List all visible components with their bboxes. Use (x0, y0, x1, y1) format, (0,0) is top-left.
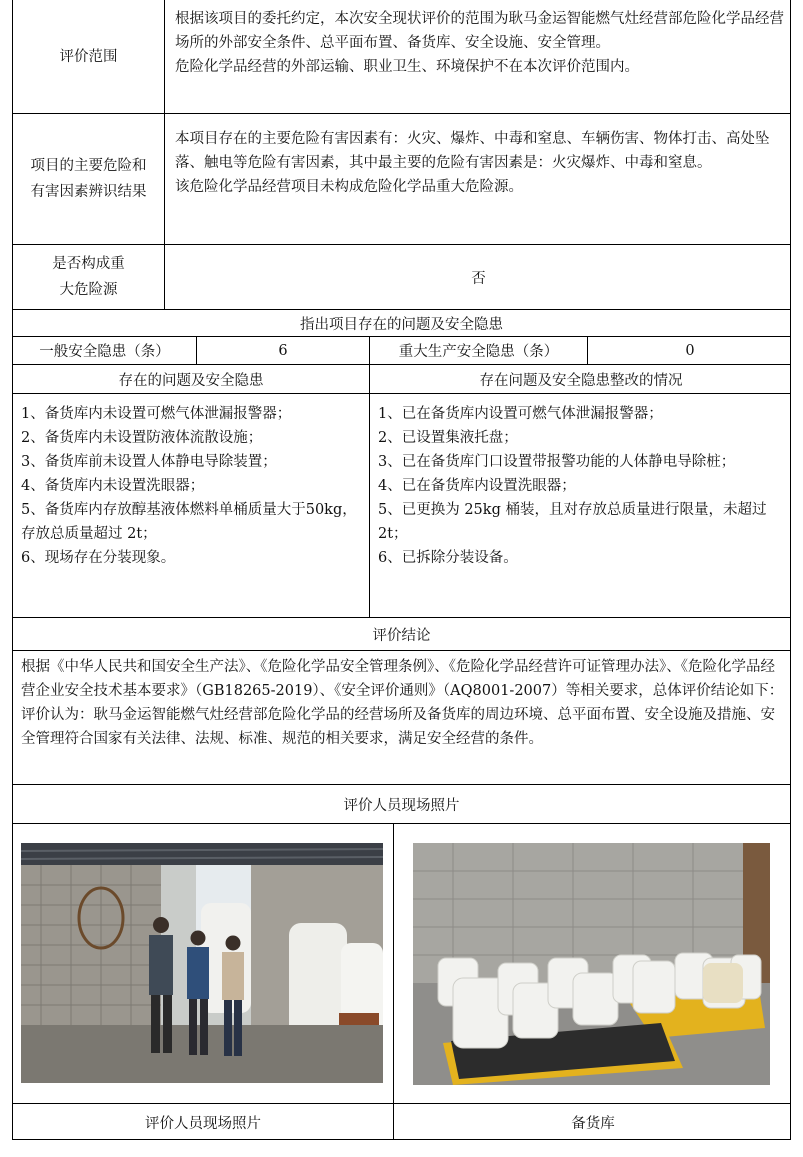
general-hazard-label: 一般安全隐患（条） (39, 344, 170, 360)
scope-row (13, 0, 790, 113)
hazards-line-1: 本项目存在的主要危险有害因素有：火灾、爆炸、中毒和窒息、车辆伤害、物体打击、高处坠落、触电等危险有害因素，其中最主要的危险有害因素是：火灾爆炸、中毒和窒息。 (175, 131, 770, 171)
rectification-item: 4、已在备货库内设置洗眼器； (378, 478, 576, 494)
problems-column-header: 存在的问题及安全隐患 (118, 372, 264, 389)
rectification-item: 6、已拆除分装设备。 (378, 550, 518, 566)
counts-row (13, 336, 790, 364)
problem-item: 3、备货库前未设置人体静电导除装置； (21, 454, 277, 470)
conclusion-paragraph-1: 根据《中华人民共和国安全生产法》、《危险化学品安全管理条例》、《危险化学品经营许可证管理办法》、《危险化学品经营企业安全技术基本要求》（GB18265-2019）、《安全评价通则》（AQ8001-2007）等相关要求，总体评价结论如下： (21, 659, 784, 699)
hazards-label: 项目的主要危险和有害因素辨识结果 (30, 158, 147, 200)
left-photo-cell (13, 824, 393, 1103)
major-hazard-count: 0 (587, 337, 792, 364)
evaluation-table (12, 0, 791, 1140)
hazards-line-2: 该危险化学品经营项目未构成危险化学品重大危险源。 (175, 179, 523, 195)
right-photo-caption: 备货库 (393, 1104, 792, 1140)
storage-warehouse-photo (413, 843, 770, 1085)
major-hazard-label: 重大生产安全隐患（条） (369, 337, 587, 364)
major-source-row (13, 244, 790, 309)
left-photo-caption: 评价人员现场照片 (145, 1115, 261, 1132)
hazards-content (164, 114, 792, 244)
issues-content-row (13, 393, 790, 617)
photo-captions-row (13, 1103, 790, 1140)
problem-item: 6、现场存在分装现象。 (21, 550, 176, 566)
conclusion-content (13, 650, 790, 784)
conclusion-paragraph-2: 评价认为：耿马金运智能燃气灶经营部危险化学品的经营场所及备货库的周边环境、总平面布置、安全设施及措施、安全管理符合国家有关法律、法规、标准、规范的相关要求，满足安全经营的条件。 (21, 707, 775, 747)
rectification-item: 1、已在备货库内设置可燃气体泄漏报警器； (378, 406, 663, 422)
scope-content (164, 0, 792, 113)
problem-item: 2、备货库内未设置防液体流散设施； (21, 430, 263, 446)
scope-line-1: 根据该项目的委托约定，本次安全现状评价的范围为耿马金运智能燃气灶经营部危险化学品经营场所的外部安全条件、总平面布置、备货库、安全设施、安全管理。 (175, 11, 784, 51)
major-source-value: 否 (164, 245, 792, 309)
problem-item: 4、备货库内未设置洗眼器； (21, 478, 205, 494)
issues-columns-row (13, 364, 790, 393)
photos-row (13, 823, 790, 1103)
hazards-row (13, 113, 790, 244)
rectification-item: 3、已在备货库门口设置带报警功能的人体静电导除桩； (378, 454, 736, 470)
rectification-item: 2、已设置集液托盘； (378, 430, 518, 446)
major-source-label: 是否构成重大危险源 (52, 256, 125, 298)
rectification-column-header: 存在问题及安全隐患整改的情况 (369, 365, 792, 393)
rectification-item: 5、已更换为 25kg 桶装，且对存放总质量进行限量，未超过 2t； (378, 502, 767, 542)
problem-item: 5、备货库内存放醇基液体燃料单桶质量大于50kg，存放总质量超过 2t； (21, 502, 357, 542)
issues-header: 指出项目存在的问题及安全隐患 (13, 309, 790, 336)
staff-onsite-photo (21, 843, 383, 1083)
scope-line-2: 危险化学品经营的外部运输、职业卫生、环境保护不在本次评价范围内。 (175, 59, 639, 75)
rectification-list (369, 394, 792, 617)
photos-header: 评价人员现场照片 (13, 784, 790, 823)
problems-list (13, 394, 369, 617)
conclusion-header: 评价结论 (13, 617, 790, 650)
scope-label: 评价范围 (59, 48, 118, 65)
problem-item: 1、备货库内未设置可燃气体泄漏报警器； (21, 406, 292, 422)
general-hazard-count: 6 (196, 337, 369, 364)
right-photo-cell (393, 824, 792, 1103)
